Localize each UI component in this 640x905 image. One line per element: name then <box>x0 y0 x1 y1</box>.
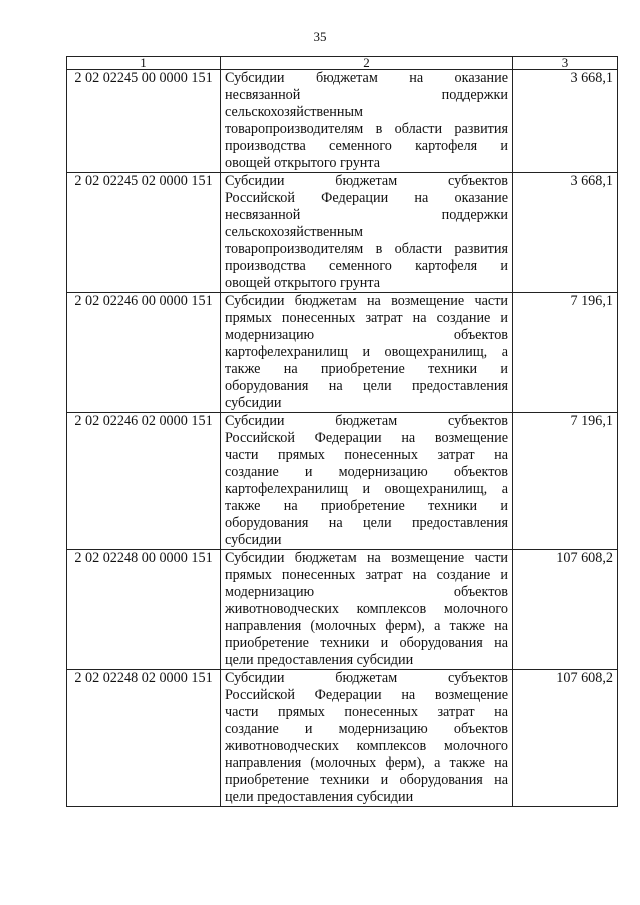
description-line: части прямых понесенных затрат на <box>225 447 508 463</box>
description-line: овощей открытого грунта <box>225 275 381 291</box>
column-header-1: 1 <box>67 57 221 70</box>
page-number: 35 <box>313 29 327 44</box>
description-cell <box>221 70 513 173</box>
description-line: производства семенного картофеля и <box>225 138 508 154</box>
column-header-3: 3 <box>513 57 618 70</box>
description-line: сельскохозяйственным <box>225 224 364 240</box>
amount-cell: 107 608,2 <box>513 550 618 670</box>
description-line: субсидии <box>225 532 282 548</box>
budget-table <box>66 56 618 807</box>
description-line: Субсидии бюджетам на возмещение части <box>225 293 508 309</box>
table-row <box>67 670 618 807</box>
amount-cell: 107 608,2 <box>513 670 618 807</box>
description-line: сельскохозяйственным <box>225 104 364 120</box>
table-body <box>67 70 618 807</box>
description-line: животноводческих комплексов молочного <box>225 601 508 617</box>
table-row <box>67 70 618 173</box>
table-row <box>67 293 618 413</box>
description-line: цели предоставления субсидии <box>225 652 414 668</box>
description-cell <box>221 173 513 293</box>
description-line: Субсидии бюджетам субъектов <box>225 670 508 686</box>
description-cell <box>221 670 513 807</box>
description-line: картофелехранилищ и овощехранилищ, а <box>225 344 508 360</box>
description-line: создание и модернизацию объектов <box>225 721 508 737</box>
table-row <box>67 173 618 293</box>
budget-code-cell: 2 02 02248 00 0000 151 <box>67 550 221 670</box>
description-line: животноводческих комплексов молочного <box>225 738 508 754</box>
description-line: модернизацию объектов <box>225 327 508 343</box>
table-row <box>67 413 618 550</box>
description-line: товаропроизводителям в области развития <box>225 241 508 257</box>
table-row <box>67 550 618 670</box>
description-line: Российской Федерации на оказание <box>225 190 508 206</box>
description-line: модернизацию объектов <box>225 584 508 600</box>
description-line: оборудования на цели предоставления <box>225 515 508 531</box>
description-cell <box>221 550 513 670</box>
description-line: части прямых понесенных затрат на <box>225 704 508 720</box>
description-line: несвязанной поддержки <box>225 207 508 223</box>
description-line: также на приобретение техники и <box>225 498 508 514</box>
description-line: приобретение техники и оборудования на <box>225 772 508 788</box>
amount-cell: 3 668,1 <box>513 70 618 173</box>
description-line: Российской Федерации на возмещение <box>225 687 508 703</box>
column-header-2: 2 <box>221 57 513 70</box>
amount-cell: 3 668,1 <box>513 173 618 293</box>
description-line: прямых понесенных затрат на создание и <box>225 567 508 583</box>
description-line: также на приобретение техники и <box>225 361 508 377</box>
budget-code-cell: 2 02 02245 02 0000 151 <box>67 173 221 293</box>
description-line: несвязанной поддержки <box>225 87 508 103</box>
description-line: создание и модернизацию объектов <box>225 464 508 480</box>
description-line: направления (молочных ферм), а также на <box>225 755 508 771</box>
description-line: картофелехранилищ и овощехранилищ, а <box>225 481 508 497</box>
description-line: прямых понесенных затрат на создание и <box>225 310 508 326</box>
description-line: овощей открытого грунта <box>225 155 381 171</box>
amount-cell: 7 196,1 <box>513 293 618 413</box>
amount-cell: 7 196,1 <box>513 413 618 550</box>
description-line: Субсидии бюджетам субъектов <box>225 413 508 429</box>
description-cell <box>221 293 513 413</box>
description-line: Российской Федерации на возмещение <box>225 430 508 446</box>
budget-code-cell: 2 02 02248 02 0000 151 <box>67 670 221 807</box>
table-header-row <box>67 57 618 70</box>
description-line: товаропроизводителям в области развития <box>225 121 508 137</box>
budget-code-cell: 2 02 02246 00 0000 151 <box>67 293 221 413</box>
budget-code-cell: 2 02 02246 02 0000 151 <box>67 413 221 550</box>
description-line: цели предоставления субсидии <box>225 789 414 805</box>
description-line: Субсидии бюджетам субъектов <box>225 173 508 189</box>
description-line: Субсидии бюджетам на оказание <box>225 70 508 86</box>
description-line: направления (молочных ферм), а также на <box>225 618 508 634</box>
description-line: Субсидии бюджетам на возмещение части <box>225 550 508 566</box>
budget-code-cell: 2 02 02245 00 0000 151 <box>67 70 221 173</box>
description-line: субсидии <box>225 395 282 411</box>
description-cell <box>221 413 513 550</box>
description-line: приобретение техники и оборудования на <box>225 635 508 651</box>
description-line: производства семенного картофеля и <box>225 258 508 274</box>
description-line: оборудования на цели предоставления <box>225 378 508 394</box>
